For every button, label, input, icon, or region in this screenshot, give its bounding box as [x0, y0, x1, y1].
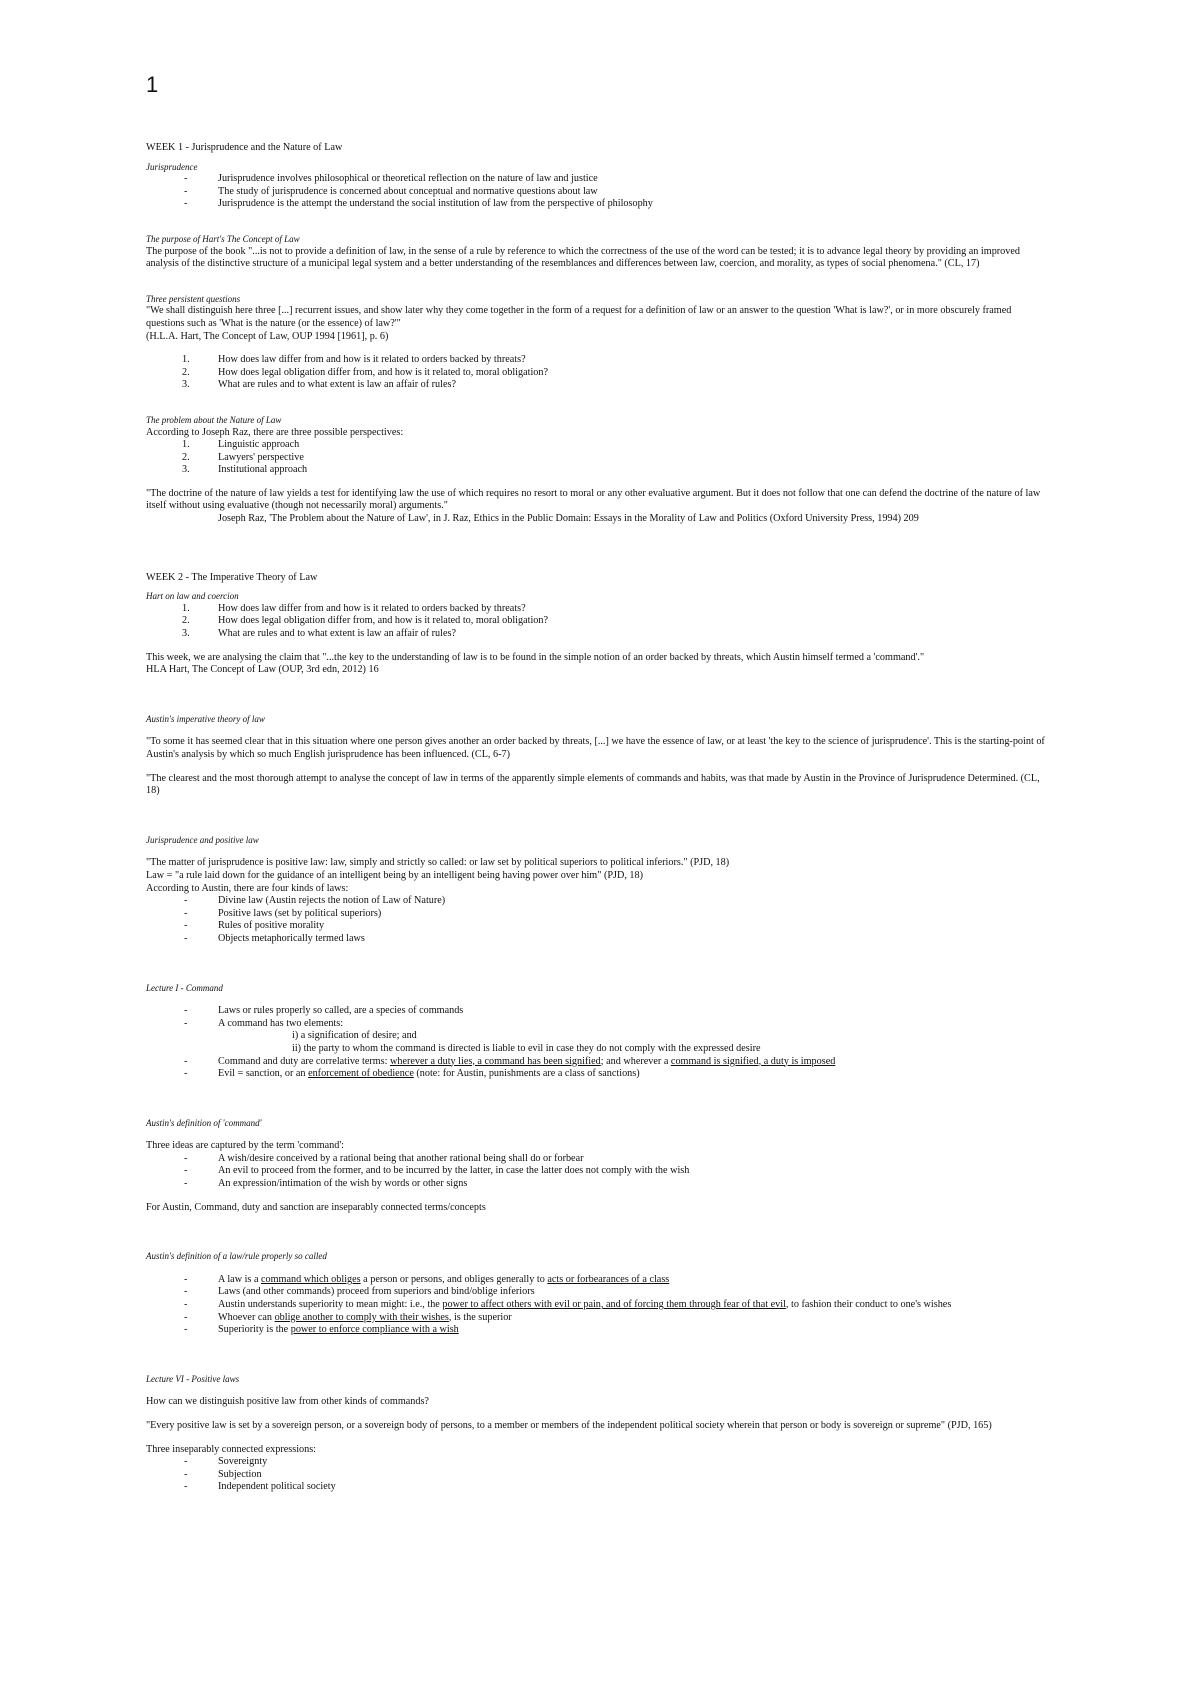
list-item: 3. Institutional approach	[182, 464, 308, 476]
list-item: - A wish/desire conceived by a rational being that another rational being shall do or forbear	[146, 1153, 1051, 1166]
raz-quote: "The doctrine of the nature of law yields a test for identifying law the use of which requires no resort to moral or any other evaluative argument. But it does not follow that one can defend the doctrine of the nature of law itself without using evaluative (though not necessarily moral) arguments."	[146, 487, 1041, 512]
law-rule-heading: Austin's definition of a law/rule properly so called	[146, 1251, 327, 1262]
list-item: 3. What are rules and to what extent is law an affair of rules?	[182, 379, 456, 391]
raz-citation: Joseph Raz, 'The Problem about the Nature of Law', in J. Raz, Ethics in the Public Domain: Essays in the Morality of Law and Politics (Oxford University Press, 1994) 209	[218, 513, 919, 525]
lecture-6-heading: Lecture VI - Positive laws	[146, 1373, 240, 1384]
purpose-text: The purpose of the book "...is not to provide a definition of law, in the sense of a rule by reference to which the correctness of the use of the word can be tested; it is to advance legal theory by providing an improved analysis of the distinctive structure of a municipal legal system and a better understanding of the resemblances and differences between law, coercion, and morality, as types of social phenomena." (CL, 17)	[146, 245, 1020, 270]
expressions-list	[146, 1456, 1051, 1494]
hart-questions-list	[146, 603, 1051, 641]
list-item: - Command and duty are correlative terms: wherever a duty lies, a command has been signified; and wherever a command is signified, a duty is imposed	[146, 1056, 1051, 1069]
list-item: - A law is a command which obliges a person or persons, and obliges generally to acts or forbearances of a class	[146, 1274, 1051, 1287]
hart-coercion-heading: Hart on law and coercion	[146, 591, 239, 602]
positive-law-heading: Jurisprudence and positive law	[146, 834, 259, 845]
command-definition-conclusion: For Austin, Command, duty and sanction are inseparably connected terms/concepts	[146, 1201, 486, 1213]
list-item: 2. How does legal obligation differ from, and how is it related to, moral obligation?	[182, 615, 548, 627]
sub-item: i) a signification of desire; and	[292, 1030, 417, 1042]
austin-imperative-heading: Austin's imperative theory of law	[146, 713, 265, 724]
command-definition-intro: Three ideas are captured by the term 'command':	[146, 1140, 344, 1152]
list-item: - A command has two elements:	[146, 1018, 1051, 1031]
positive-law-line-3: According to Austin, there are four kinds of laws:	[146, 882, 349, 894]
problem-intro: According to Joseph Raz, there are three possible perspectives:	[146, 426, 404, 438]
jurisprudence-list	[146, 173, 1051, 211]
list-item: - Superiority is the power to enforce compliance with a wish	[146, 1324, 1051, 1337]
purpose-heading: The purpose of Hart's The Concept of Law	[146, 233, 300, 244]
jurisprudence-heading: Jurisprudence	[146, 161, 198, 172]
perspectives-list	[146, 439, 1051, 477]
list-item: - Jurisprudence is the attempt the understand the social institution of law from the perspective of philosophy	[146, 198, 1051, 211]
list-item: - Whoever can oblige another to comply with their wishes, is the superior	[146, 1312, 1051, 1325]
list-item: 1. How does law differ from and how is it related to orders backed by threats?	[182, 602, 526, 614]
list-item: - Evil = sanction, or an enforcement of obedience (note: for Austin, punishments are a class of sanctions)	[146, 1068, 1051, 1081]
problem-heading: The problem about the Nature of Law	[146, 414, 282, 425]
list-item: 3. What are rules and to what extent is law an affair of rules?	[182, 628, 456, 640]
list-item: 1. Linguistic approach	[182, 439, 300, 451]
three-questions-heading: Three persistent questions	[146, 293, 241, 304]
list-item: - Subjection	[146, 1469, 1051, 1482]
austin-paragraph-1: "To some it has seemed clear that in this situation where one person gives another an order backed by threats, [...] we have the essence of law, or at least 'the key to the science of jurisprudence'. This is the starting-point of Austin's analysis by which so much English jurisprudence has been influenced. (CL, 6-7)	[146, 736, 1045, 760]
lecture-6-quote: "Every positive law is set by a sovereign person, or a sovereign body of persons, to a member or members of the independent political society wherein that person or body is sovereign or supreme" (PJD, 165)	[146, 1420, 992, 1431]
list-item: - Sovereignty	[146, 1456, 1051, 1469]
list-item: - Jurisprudence involves philosophical or theoretical reflection on the nature of law and justice	[146, 173, 1051, 186]
list-item: - Positive laws (set by political superiors)	[146, 908, 1051, 921]
command-ideas-list	[146, 1153, 1051, 1191]
list-item: - The study of jurisprudence is concerned about conceptual and normative questions about law	[146, 186, 1051, 199]
kinds-of-laws-list	[146, 895, 1051, 945]
list-item: 2. How does legal obligation differ from, and how is it related to, moral obligation?	[182, 366, 548, 378]
list-item: - Independent political society	[146, 1481, 1051, 1494]
sub-item: ii) the party to whom the command is directed is liable to evil in case they do not comply with the expressed desire	[292, 1042, 761, 1054]
three-questions-quote: "We shall distinguish here three [...] recurrent issues, and show later why they come together in the form of a request for a definition of law or an answer to the question 'What is law?', or in more obscurely framed questions such as 'What is the nature (or the essence) of law?'"	[146, 305, 1012, 329]
week1-title: WEEK 1 - Jurisprudence and the Nature of Law	[146, 142, 343, 153]
list-item: - Rules of positive morality	[146, 920, 1051, 933]
questions-list	[146, 354, 1051, 392]
positive-law-line-2: Law = "a rule laid down for the guidance of an intelligent being by an intelligent being having power over him" (PJD, 18)	[146, 869, 643, 881]
document-body	[146, 142, 1051, 1494]
page-number: 1	[146, 72, 159, 97]
lecture-1-heading: Lecture I - Command	[146, 982, 223, 993]
command-definition-heading: Austin's definition of 'command'	[146, 1117, 262, 1128]
three-questions-citation: (H.L.A. Hart, The Concept of Law, OUP 1994 [1961], p. 6)	[146, 330, 389, 342]
list-item: - Austin understands superiority to mean might: i.e., the power to affect others with evil or pain, and of forcing them through fear of that evil, to fashion their conduct to one's wishes	[146, 1299, 1051, 1312]
list-item: 1. How does law differ from and how is it related to orders backed by threats?	[182, 354, 526, 366]
week-claim: This week, we are analysing the claim that "...the key to the understanding of law is to be found in the simple notion of an order backed by threats, which Austin himself termed a 'command'."	[146, 651, 925, 663]
lecture-6-intro: Three inseparably connected expressions:	[146, 1443, 317, 1455]
list-item: - An evil to proceed from the former, and to be incurred by the latter, in case the latter does not comply with the wish	[146, 1165, 1051, 1178]
list-item: 2. Lawyers' perspective	[182, 451, 304, 463]
list-item: - Objects metaphorically termed laws	[146, 933, 1051, 946]
austin-paragraph-2: "The clearest and the most thorough attempt to analyse the concept of law in terms of the apparently simple elements of commands and habits, was that made by Austin in the Province of Jurisprudence Determined. (CL, 18)	[146, 772, 1040, 797]
positive-law-line-1: "The matter of jurisprudence is positive law: law, simply and strictly so called: or law set by political superiors to political inferiors." (PJD, 18)	[146, 857, 730, 869]
lecture-6-question: How can we distinguish positive law from other kinds of commands?	[146, 1396, 429, 1408]
list-item: - Laws (and other commands) proceed from superiors and bind/oblige inferiors	[146, 1286, 1051, 1299]
command-list-continued	[146, 1056, 1051, 1081]
command-list	[146, 1005, 1051, 1030]
law-rule-list	[146, 1274, 1051, 1337]
list-item: - Laws or rules properly so called, are a species of commands	[146, 1005, 1051, 1018]
list-item: - Divine law (Austin rejects the notion of Law of Nature)	[146, 895, 1051, 908]
week-claim-citation: HLA Hart, The Concept of Law (OUP, 3rd edn, 2012) 16	[146, 664, 379, 676]
list-item: - An expression/intimation of the wish by words or other signs	[146, 1178, 1051, 1191]
week2-title: WEEK 2 - The Imperative Theory of Law	[146, 571, 318, 583]
